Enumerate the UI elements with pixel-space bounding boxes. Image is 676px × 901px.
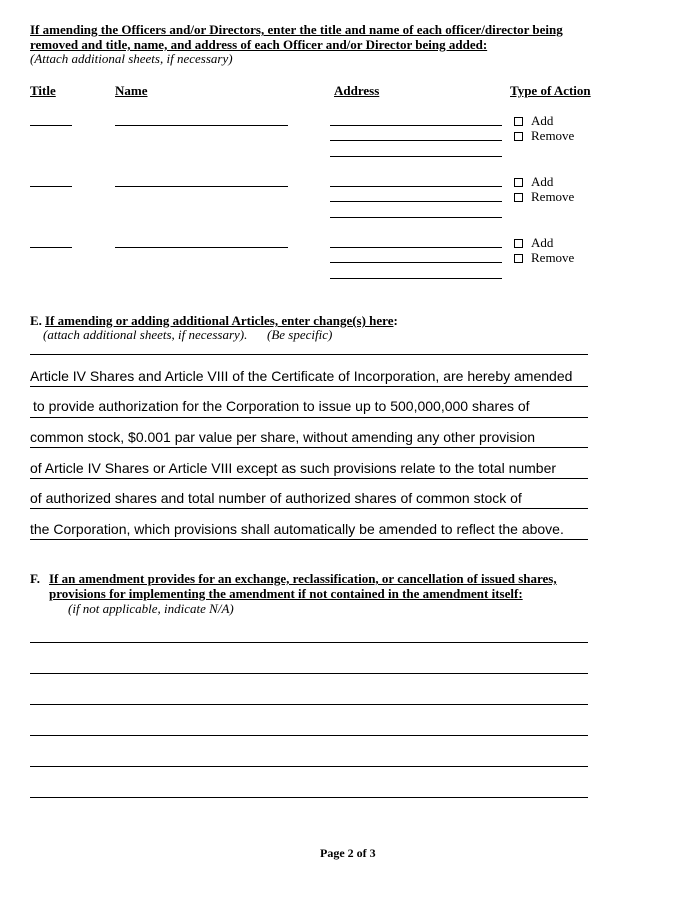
address-field-line3[interactable] xyxy=(330,217,502,218)
name-field[interactable] xyxy=(115,247,288,248)
remove-checkbox[interactable] xyxy=(514,193,523,202)
page-number: Page 2 of 3 xyxy=(320,846,376,860)
amendment-text-line: Article IV Shares and Article VIII of the Certificate of Incorporation, are hereby amended xyxy=(30,368,573,384)
remove-label: Remove xyxy=(531,189,575,204)
add-checkbox[interactable] xyxy=(514,117,523,126)
amendment-rule xyxy=(30,447,588,448)
column-name: Name xyxy=(115,83,148,98)
add-label: Add xyxy=(531,235,554,250)
amendment-text-line: the Corporation, which provisions shall automatically be amended to reflect the above. xyxy=(30,521,564,537)
section-e-note-attach: (attach additional sheets, if necessary). xyxy=(43,327,248,342)
section-f-heading-line2: provisions for implementing the amendment if not contained in the amendment itself: xyxy=(49,586,523,601)
amendment-text-line: common stock, $0.001 par value per share, without amending any other provision xyxy=(30,429,536,445)
column-type-of-action: Type of Action xyxy=(510,83,591,98)
title-field[interactable] xyxy=(30,186,72,187)
column-address: Address xyxy=(334,83,380,98)
amendment-rule xyxy=(30,478,588,479)
title-field[interactable] xyxy=(30,125,72,126)
address-field-line2[interactable] xyxy=(330,262,502,263)
address-field-line2[interactable] xyxy=(330,201,502,202)
remove-checkbox[interactable] xyxy=(514,132,523,141)
section-e-colon: : xyxy=(393,313,398,328)
remove-label: Remove xyxy=(531,250,575,265)
address-field-line2[interactable] xyxy=(330,140,502,141)
section-f-field-line[interactable] xyxy=(30,797,588,798)
column-title: Title xyxy=(30,83,56,98)
amendment-rule xyxy=(30,508,588,509)
section-e-letter: E. xyxy=(30,313,42,328)
add-label: Add xyxy=(531,113,554,128)
section-f-field-line[interactable] xyxy=(30,642,588,643)
officers-note: (Attach additional sheets, if necessary) xyxy=(30,51,233,66)
section-f-note: (if not applicable, indicate N/A) xyxy=(68,601,234,616)
section-f-heading-line1: If an amendment provides for an exchange, reclassification, or cancellation of issued shares, xyxy=(49,571,557,586)
section-f-letter: F. xyxy=(30,571,40,586)
name-field[interactable] xyxy=(115,186,288,187)
address-field-line1[interactable] xyxy=(330,125,502,126)
add-checkbox[interactable] xyxy=(514,178,523,187)
section-f-field-line[interactable] xyxy=(30,673,588,674)
amendment-rule xyxy=(30,539,588,540)
address-field-line3[interactable] xyxy=(330,278,502,279)
address-field-line3[interactable] xyxy=(330,156,502,157)
section-e-heading: If amending or adding additional Articles, enter change(s) here xyxy=(45,313,394,328)
amendment-text-line: of authorized shares and total number of authorized shares of common stock of xyxy=(30,490,522,506)
amendment-rule xyxy=(30,386,588,387)
name-field[interactable] xyxy=(115,125,288,126)
section-f-field-line[interactable] xyxy=(30,704,588,705)
section-e-top-rule xyxy=(30,354,588,355)
address-field-line1[interactable] xyxy=(330,247,502,248)
remove-label: Remove xyxy=(531,128,575,143)
section-f-field-line[interactable] xyxy=(30,766,588,767)
address-field-line1[interactable] xyxy=(330,186,502,187)
amendment-rule xyxy=(30,417,588,418)
remove-checkbox[interactable] xyxy=(514,254,523,263)
officers-heading-line2: removed and title, name, and address of each Officer and/or Director being added: xyxy=(30,37,488,52)
section-f-field-line[interactable] xyxy=(30,735,588,736)
title-field[interactable] xyxy=(30,247,72,248)
amendment-text-line: of Article IV Shares or Article VIII except as such provisions relate to the total number xyxy=(30,460,557,476)
add-label: Add xyxy=(531,174,554,189)
officers-heading-line1: If amending the Officers and/or Directors, enter the title and name of each officer/director being xyxy=(30,22,563,37)
amendment-text-line: to provide authorization for the Corporation to issue up to 500,000,000 shares of xyxy=(33,398,530,414)
add-checkbox[interactable] xyxy=(514,239,523,248)
section-e-note-specific: (Be specific) xyxy=(267,327,333,342)
